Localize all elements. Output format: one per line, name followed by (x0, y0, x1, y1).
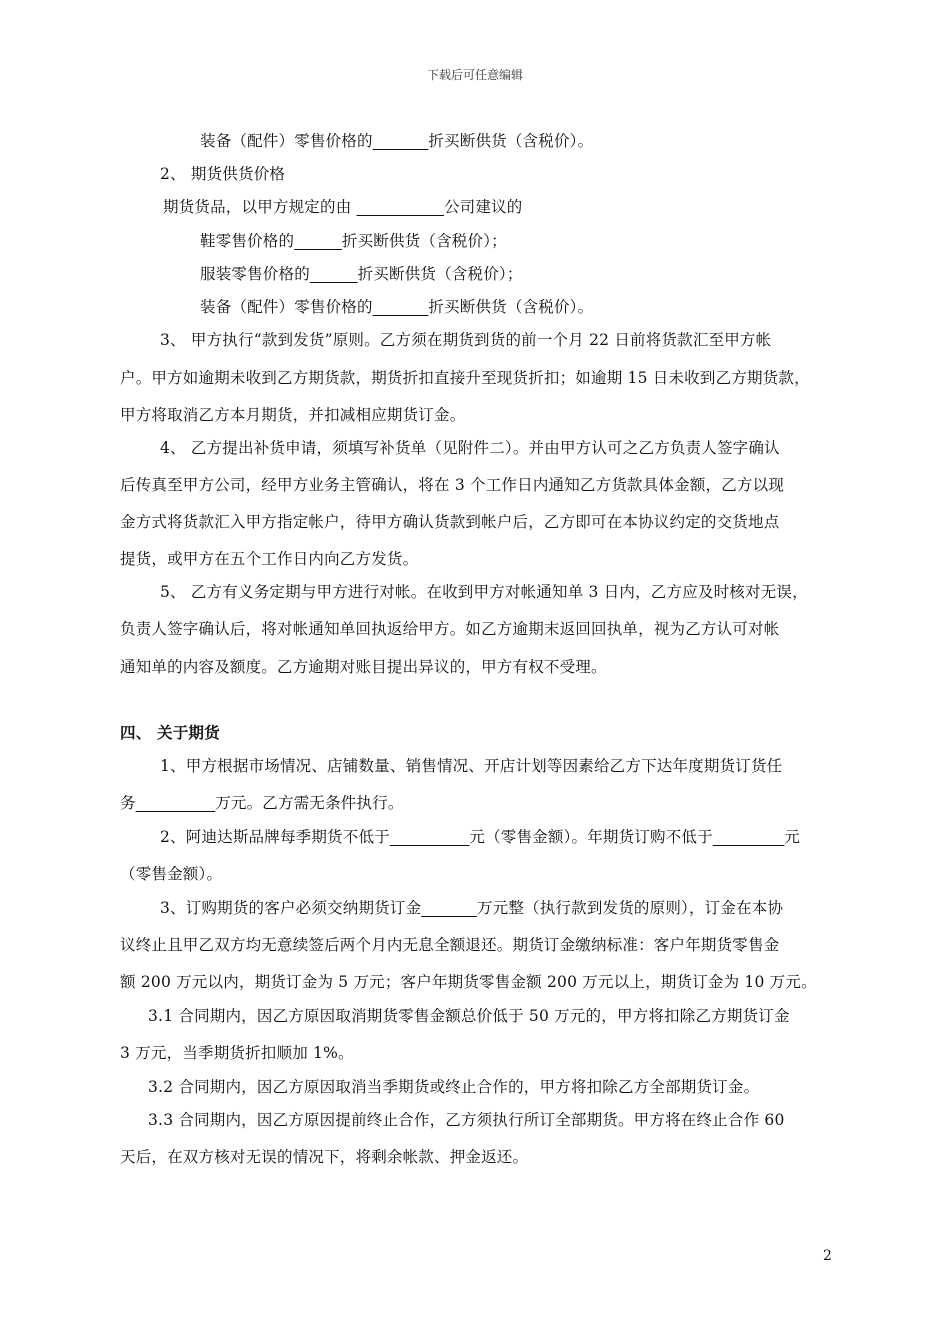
paragraph-line: 装备（配件）零售价格的_______折买断供货（含税价）。 (200, 132, 594, 150)
paragraph-line: 1、甲方根据市场情况、店铺数量、销售情况、开店计划等因素给乙方下达年度期货订货任 (160, 757, 783, 775)
paragraph-line: 负责人签字确认后，将对帐通知单回执返给甲方。如乙方逾期末返回回执单，视为乙方认可对帐 (120, 620, 780, 638)
paragraph-line: 提货，或甲方在五个工作日内向乙方发货。 (120, 550, 419, 568)
paragraph-line: 服装零售价格的______折买断供货（含税价）； (200, 265, 523, 283)
paragraph-line: 甲方将取消乙方本月期货，并扣减相应期货订金。 (120, 406, 466, 424)
paragraph-line: 4、 乙方提出补货申请，须填写补货单（见附件二）。并由甲方认可之乙方负责人签字确认 (160, 439, 780, 457)
paragraph-line: 3、订购期货的客户必须交纳期货订金_______万元整（执行款到发货的原则），订金在本协 (160, 899, 784, 917)
paragraph-line: 2、阿迪达斯品牌每季期货不低于__________元（零售金额）。年期货订购不低于_________元 (160, 828, 801, 846)
paragraph-line: 务__________万元。乙方需无条件执行。 (120, 794, 404, 812)
paragraph-line: 3 万元，当季期货折扣顺加 1%。 (120, 1044, 354, 1062)
paragraph-line: 5、 乙方有义务定期与甲方进行对帐。在收到甲方对帐通知单 3 日内，乙方应及时核对无误， (160, 583, 808, 601)
paragraph-line: （零售金额）。 (120, 865, 223, 883)
paragraph-line: 期货货品，以甲方规定的由 ___________公司建议的 (163, 198, 523, 216)
paragraph-line: 额 200 万元以内，期货订金为 5 万元；客户年期货零售金额 200 万元以上，期货订金为 10 万元。 (120, 973, 817, 991)
paragraph-line: 装备（配件）零售价格的_______折买断供货（含税价）。 (200, 298, 594, 316)
paragraph-line: 户。甲方如逾期未收到乙方期货款，期货折扣直接升至现货折扣；如逾期 15 日未收到乙方期货款， (120, 369, 810, 387)
paragraph-line: 金方式将货款汇入甲方指定帐户，待甲方确认货款到帐户后，乙方即可在本协议约定的交货地点 (120, 513, 780, 531)
section-heading: 2、 期货供货价格 (160, 165, 286, 183)
paragraph-line: 后传真至甲方公司，经甲方业务主管确认，将在 3 个工作日内通知乙方货款具体金额，乙方以现 (120, 476, 785, 494)
paragraph-line: 鞋零售价格的______折买断供货（含税价）； (200, 232, 507, 250)
paragraph-line: 通知单的内容及额度。乙方逾期对账目提出异议的，甲方有权不受理。 (120, 658, 607, 676)
section-heading: 四、 关于期货 (120, 723, 220, 742)
page-header: 下载后可任意编辑 (426, 68, 523, 82)
paragraph-line: 3.3 合同期内，因乙方原因提前终止合作，乙方须执行所订全部期货。甲方将在终止合作 60 (148, 1111, 785, 1129)
page-number: 2 (823, 1248, 832, 1264)
paragraph-line: 3.2 合同期内，因乙方原因取消当季期货或终止合作的，甲方将扣除乙方全部期货订金。 (148, 1078, 760, 1096)
paragraph-line: 议终止且甲乙双方均无意续签后两个月内无息全额退还。期货订金缴纳标准：客户年期货零售金 (120, 936, 780, 954)
paragraph-line: 3.1 合同期内，因乙方原因取消期货零售金额总价低于 50 万元的，甲方将扣除乙方期货订金 (148, 1007, 790, 1025)
paragraph-line: 3、 甲方执行“款到发货”原则。乙方须在期货到货的前一个月 22 日前将货款汇至甲方帐 (160, 331, 772, 349)
paragraph-line: 天后，在双方核对无误的情况下，将剩余帐款、押金返还。 (120, 1148, 529, 1166)
